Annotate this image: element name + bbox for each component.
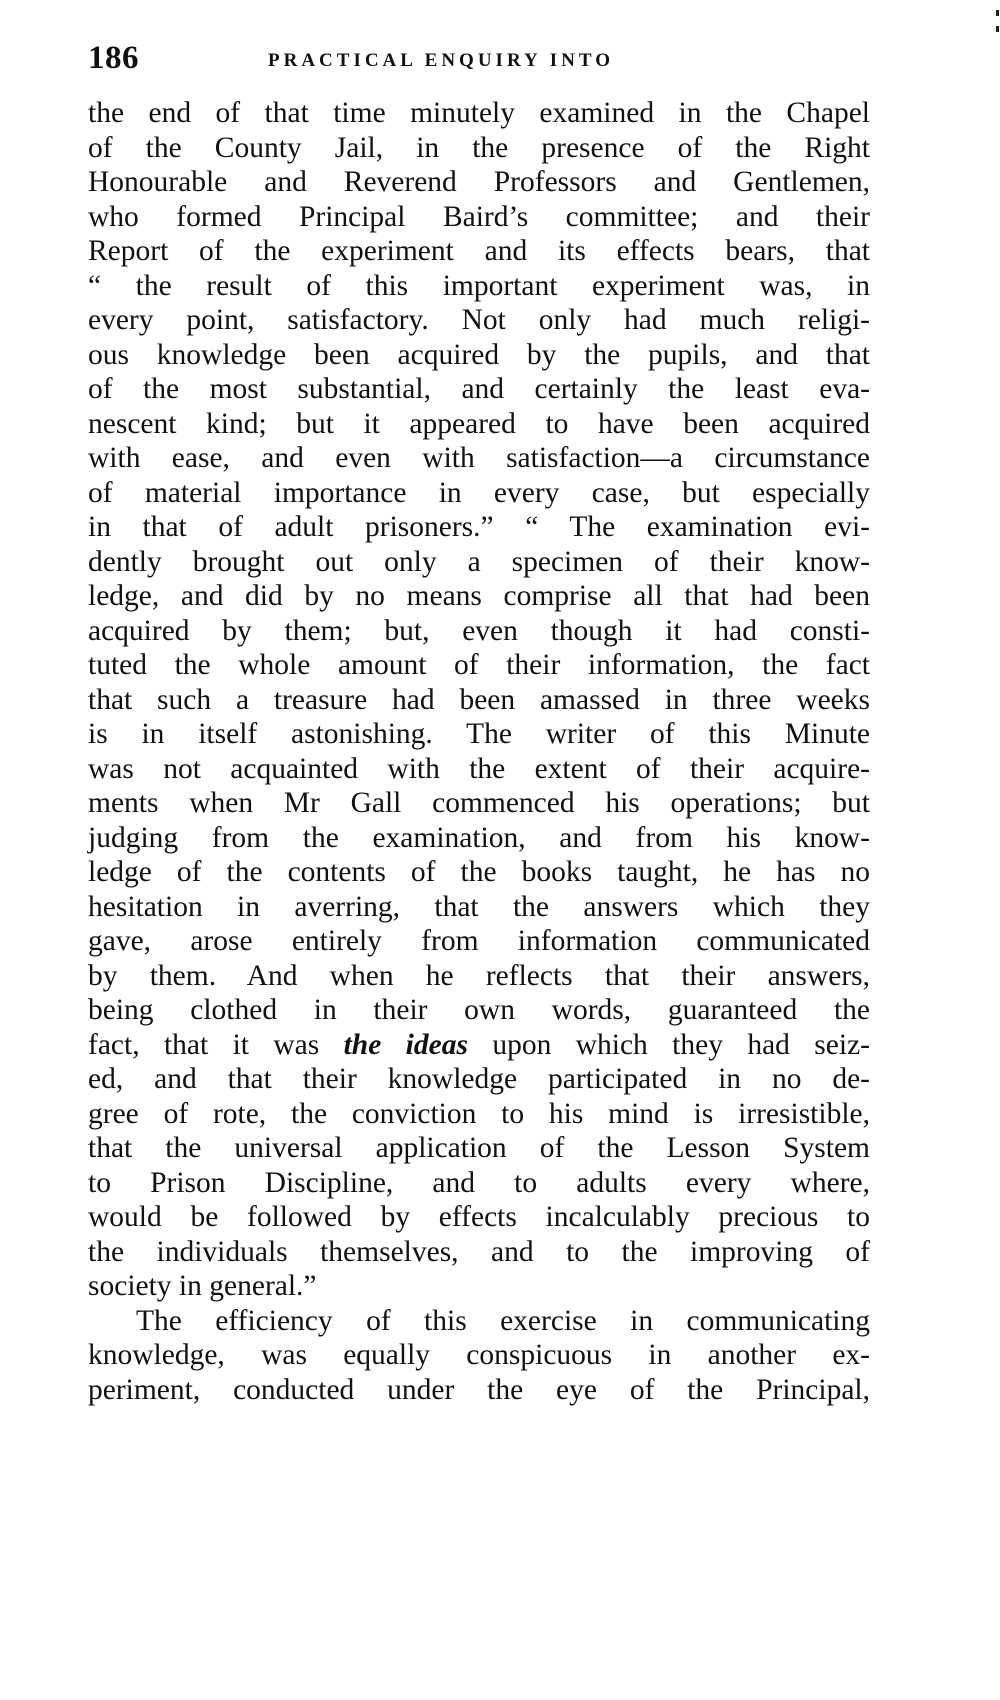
text-line: who formed Principal Baird’s committee; and their <box>88 200 870 233</box>
text-line: that such a treasure had been amassed in three weeks <box>88 683 870 716</box>
text-line: to Prison Discipline, and to adults every where, <box>88 1166 870 1199</box>
text-line: that the universal application of the Lesson System <box>88 1132 870 1164</box>
text-line: gave, arose entirely from information communicated <box>88 925 870 957</box>
paragraph-start-line: The efficiency of this exercise in communicating <box>136 1304 870 1337</box>
italic-phrase: the ideas <box>343 1028 468 1061</box>
text-line-with-italic <box>88 1028 870 1063</box>
text-line: being clothed in their own words, guaranteed the <box>88 994 870 1026</box>
text-line: was not acquainted with the extent of their acquire- <box>88 752 870 785</box>
text-line: of the most substantial, and certainly the least eva- <box>88 373 870 405</box>
text-fragment: fact, that it was <box>88 1028 344 1061</box>
text-line: with ease, and even with satisfaction—a circumstance <box>88 442 870 474</box>
text-line: in that of adult prisoners.” “ The examination evi- <box>88 511 870 543</box>
text-line: Report of the experiment and its effects bears, that <box>88 235 870 267</box>
text-line: ledge of the contents of the books taught, he has no <box>88 856 870 888</box>
text-line: periment, conducted under the eye of the Principal, <box>88 1373 870 1406</box>
text-line: knowledge, was equally conspicuous in another ex- <box>88 1339 870 1371</box>
text-line: every point, satisfactory. Not only had much religi- <box>88 304 870 336</box>
page-edge-mark <box>994 0 1000 50</box>
text-line: “ the result of this important experiment was, in <box>88 269 870 302</box>
text-line: gree of rote, the conviction to his mind is irresistible, <box>88 1097 870 1130</box>
text-line: ed, and that their knowledge participated in no de- <box>88 1063 870 1095</box>
text-line: dently brought out only a specimen of their know- <box>88 545 870 578</box>
text-line: of material importance in every case, but especially <box>88 476 870 509</box>
text-line: is in itself astonishing. The writer of this Minute <box>88 718 870 750</box>
body-text <box>88 96 870 1407</box>
running-head <box>88 40 868 80</box>
page-number: 186 <box>88 40 139 76</box>
running-title: PRACTICAL ENQUIRY INTO <box>268 50 614 71</box>
text-line: the end of that time minutely examined in the Chapel <box>88 97 870 129</box>
text-line: judging from the examination, and from his know- <box>88 821 870 854</box>
text-line: Honourable and Reverend Professors and Gentlemen, <box>88 166 870 198</box>
text-line: ledge, and did by no means comprise all that had been <box>88 580 870 612</box>
text-line: ments when Mr Gall commenced his operations; but <box>88 787 870 819</box>
text-line: acquired by them; but, even though it had consti- <box>88 614 870 647</box>
text-line: by them. And when he reflects that their answers, <box>88 959 870 992</box>
text-line: of the County Jail, in the presence of the Right <box>88 131 870 164</box>
text-line: tuted the whole amount of their information, the fact <box>88 649 870 681</box>
text-line: nescent kind; but it appeared to have been acquired <box>88 407 870 440</box>
text-fragment: upon which they had seiz- <box>467 1028 870 1061</box>
text-line: the individuals themselves, and to the improving of <box>88 1235 870 1268</box>
text-line: hesitation in averring, that the answers which they <box>88 890 870 923</box>
text-line: would be followed by effects incalculably precious to <box>88 1201 870 1233</box>
text-line: society in general.” <box>88 1270 317 1302</box>
text-line: ous knowledge been acquired by the pupils, and that <box>88 338 870 371</box>
